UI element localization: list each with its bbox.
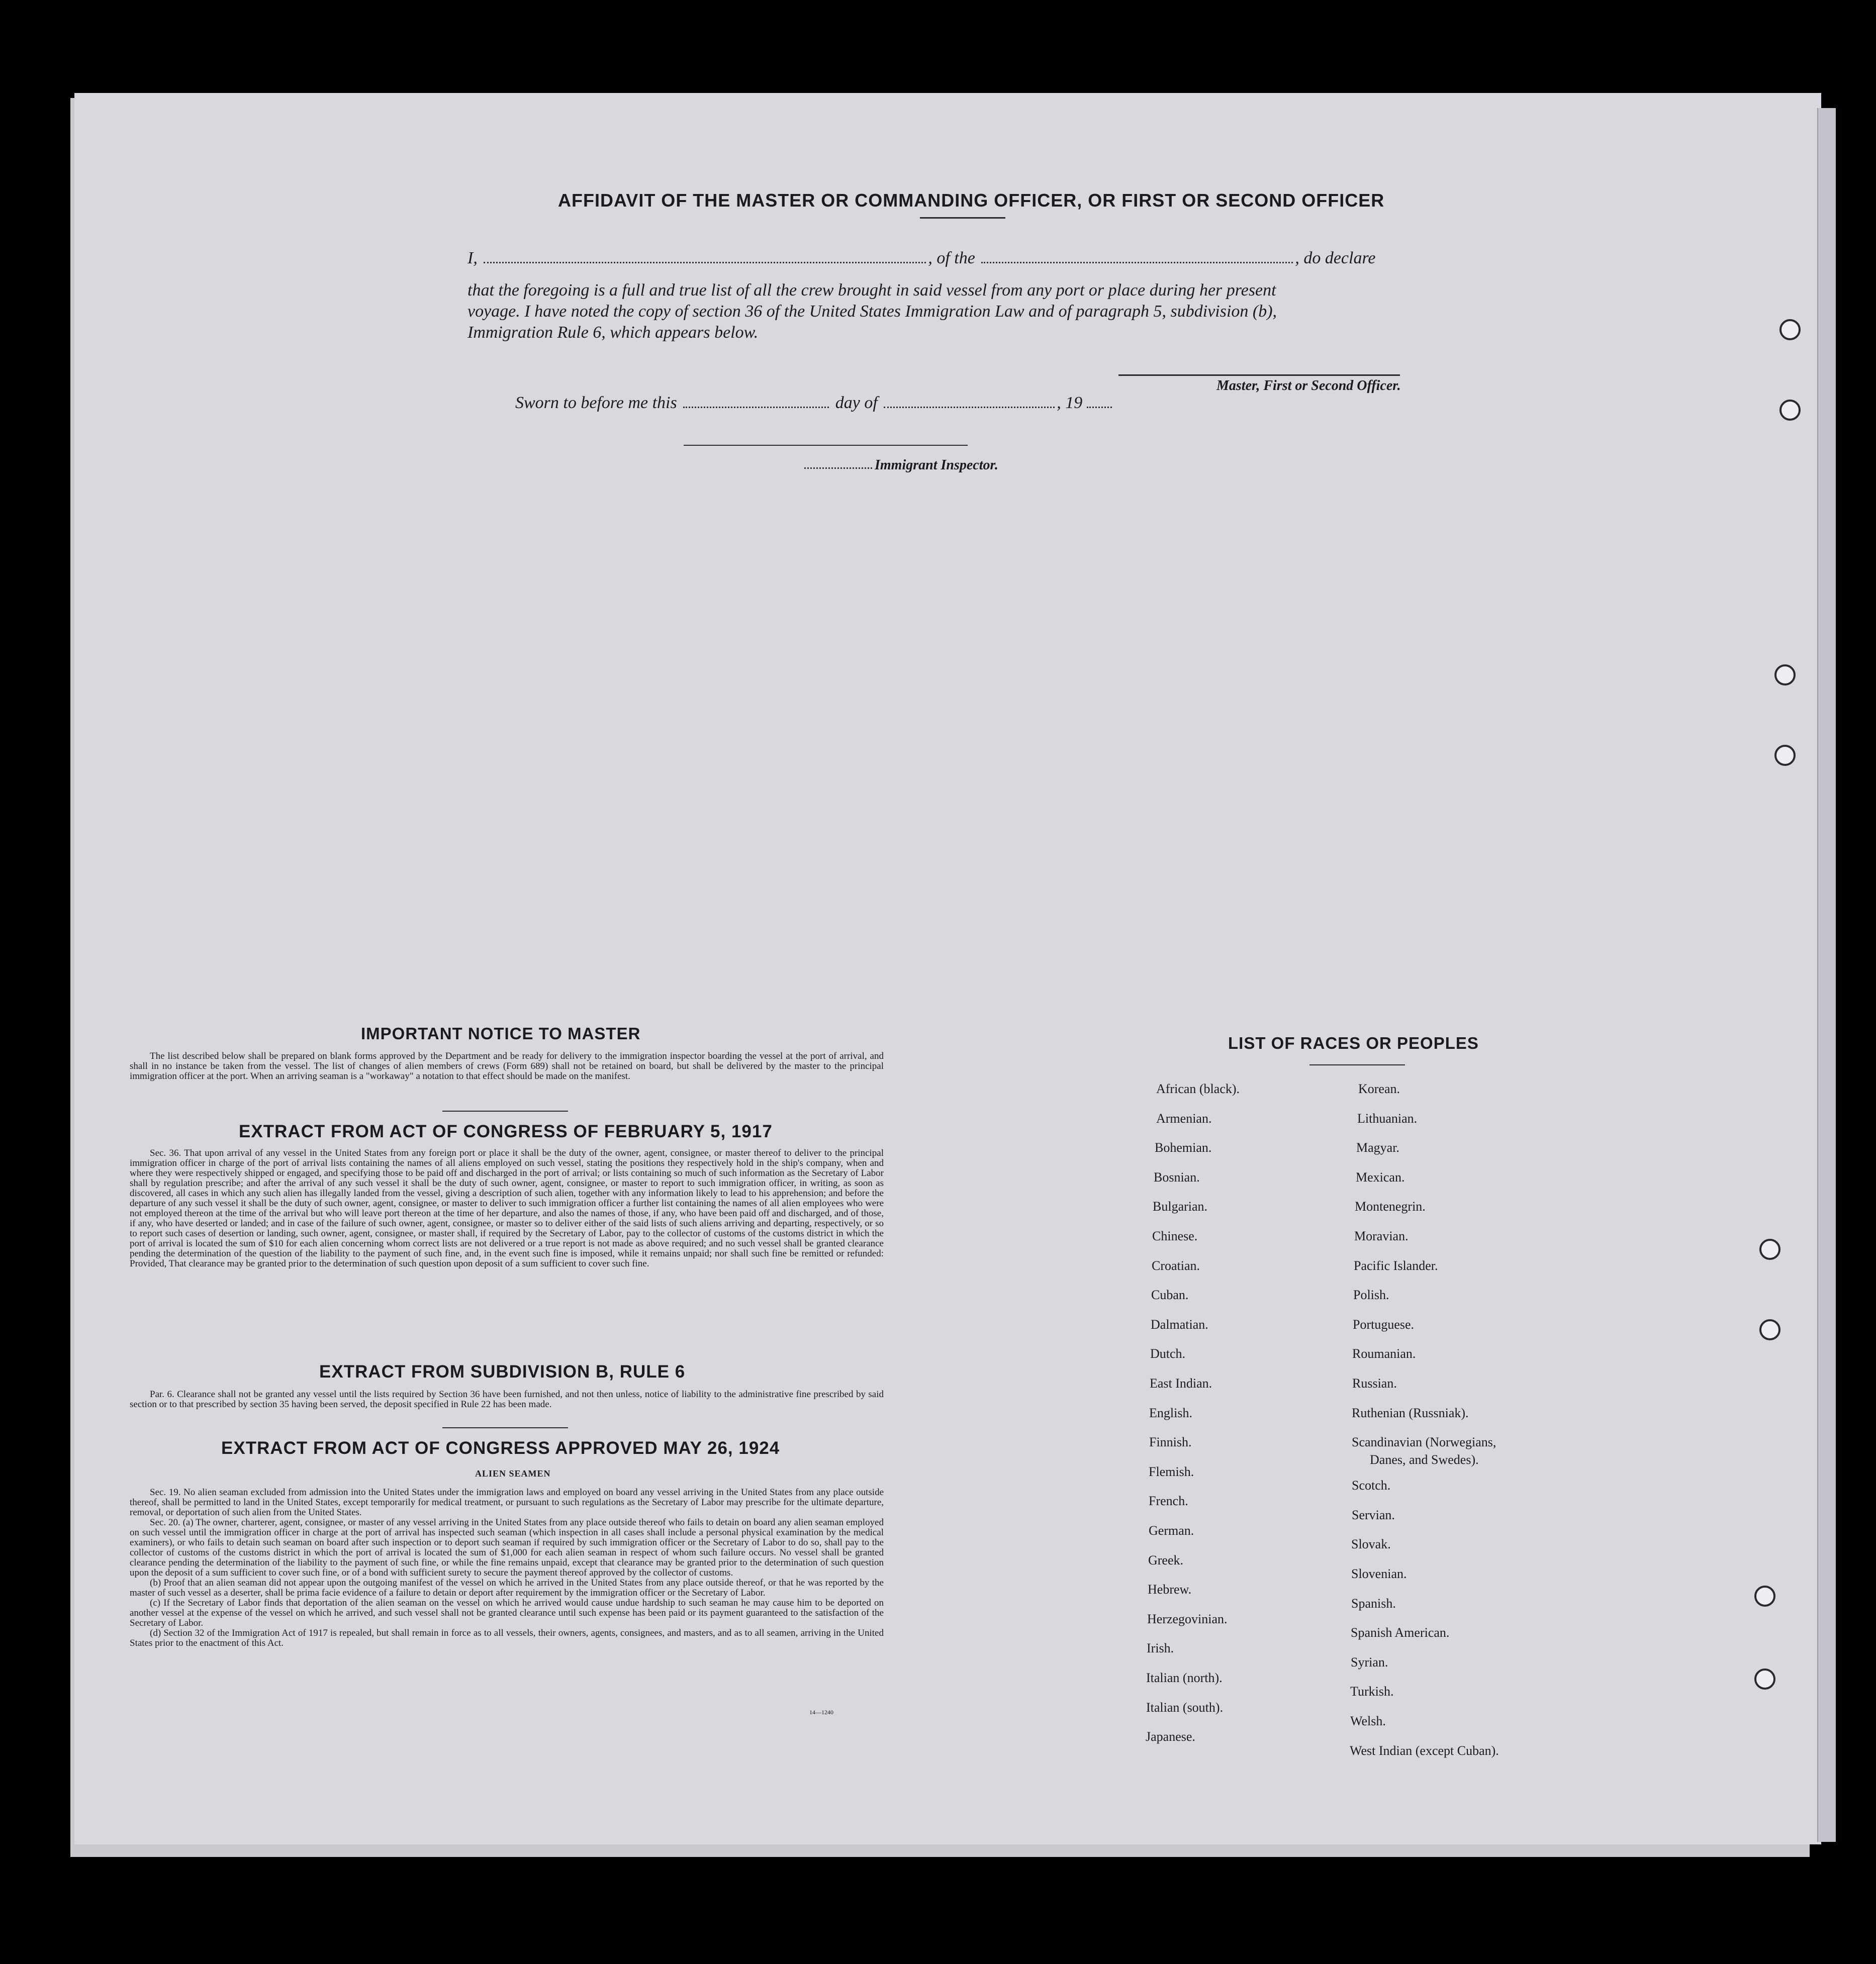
form-number: 14—1240 bbox=[809, 1709, 833, 1716]
race-item: Syrian. bbox=[1351, 1654, 1388, 1670]
vessel-field[interactable] bbox=[981, 262, 1293, 263]
race-item: German. bbox=[1149, 1523, 1194, 1538]
binder-hole-icon bbox=[1779, 319, 1801, 340]
affidavit-title: AFFIDAVIT OF THE MASTER OR COMMANDING OFFICER, OR FIRST OR SECOND OFFICER bbox=[558, 190, 1385, 211]
races-title: LIST OF RACES OR PEOPLES bbox=[1228, 1034, 1479, 1052]
race-item: West Indian (except Cuban). bbox=[1350, 1743, 1499, 1758]
race-item: Scandinavian (Norwegians, bbox=[1352, 1435, 1496, 1450]
race-item: Italian (north). bbox=[1146, 1671, 1223, 1685]
extract-1924-text bbox=[130, 1488, 884, 1648]
extract-1924-paragraph: (b) Proof that an alien seaman did not appear upon the outgoing manifest of the vessel on which he arrived in the United States from any place outside thereof, or that he was reported by the master of such vessel as a deserter, shall be prima facie evidence of a failure to detain or deport after requirement by the immigration officer or the Secretary of Labor. bbox=[130, 1578, 884, 1598]
race-item: Slovenian. bbox=[1351, 1566, 1407, 1581]
race-item: Croatian. bbox=[1152, 1258, 1200, 1273]
race-item: Greek. bbox=[1148, 1552, 1184, 1567]
extract-1924-title: EXTRACT FROM ACT OF CONGRESS APPROVED MAY 26, 1924 bbox=[221, 1438, 780, 1458]
extract-1924-paragraph: Sec. 20. (a) The owner, charterer, agent, consignee, or master of any vessel arriving in the United States from any place outside thereof who fails to detain on board any alien seaman employed on such vessel until the immigration officer in charge at the port of arrival has inspected such seaman (which inspection in all cases shall include a personal physical examination by the medical examiners), or who fails to detain such seaman on board after such inspection or to deport such seaman if required by such immigration officer or the Secretary of Labor to do so, shall pay to the collector of customs of the customs district in which the port of arrival is located the sum of $1,000 for each alien seaman in respect of whom such failure occurs. No vessel shall be granted clearance pending the determination of the liability to the payment of such fine, or while the fine remains unpaid, except that clearance may be granted prior to the determination of such question upon the deposit of a sum sufficient to cover such fine, or of a bond with sufficient surety to secure the payment thereof approved by the collector of customs. bbox=[130, 1517, 884, 1578]
month-field[interactable] bbox=[884, 407, 1055, 408]
divider bbox=[1309, 1064, 1405, 1065]
extract-1924-paragraph: Sec. 19. No alien seaman excluded from admission into the United States under the immigration laws and employed on board any vessel arriving in the United States from any place outside thereof, shall be permitted to land in the United States, except temporarily for medical treatment, or pursuant to such regulations as the Secretary of Labor may prescribe for the ultimate departure, removal, or deportation of such alien from the United States. bbox=[130, 1487, 884, 1518]
inspector-label: Immigrant Inspector. bbox=[875, 457, 998, 473]
affidavit-body-line: voyage. I have noted the copy of section 36 of the United States Immigration Law and of paragraph 5, subdivision (b), bbox=[467, 302, 1277, 321]
race-item: Chinese. bbox=[1152, 1229, 1198, 1243]
race-item: Japanese. bbox=[1146, 1729, 1195, 1744]
race-item: Slovak. bbox=[1351, 1537, 1391, 1552]
divider bbox=[442, 1427, 568, 1428]
notice-text bbox=[130, 1051, 884, 1082]
name-field[interactable] bbox=[484, 262, 926, 263]
race-item: Korean. bbox=[1358, 1082, 1400, 1096]
race-item: Bosnian. bbox=[1154, 1169, 1200, 1185]
race-item: Dutch. bbox=[1150, 1346, 1186, 1361]
of-the-label: , of the bbox=[928, 249, 975, 267]
race-item: Dalmatian. bbox=[1151, 1317, 1208, 1332]
divider bbox=[442, 1111, 568, 1112]
day-of-label: day of bbox=[835, 394, 878, 412]
race-item: Russian. bbox=[1352, 1376, 1397, 1391]
extract-1924-paragraph: (d) Section 32 of the Immigration Act of 1917 is repealed, but shall remain in force as to all vessels, their owners, agents, consignees, and masters, and as to all seamen, arriving in the United States prior to the enactment of this Act. bbox=[130, 1628, 884, 1648]
year-label: , 19 bbox=[1057, 394, 1083, 412]
race-item: Bulgarian. bbox=[1153, 1199, 1208, 1214]
race-item: Servian. bbox=[1352, 1507, 1395, 1522]
extract-1917-paragraph: Sec. 36. That upon arrival of any vessel in the United States from any foreign port or place it shall be the duty of the owner, agent, consignee, or master thereof to deliver to the principal immigration officer in charge of the port of arrival lists containing the names of all aliens employed on such vessel, stating the positions they respectively hold in the ship's company, when and where they were respectively shipped or engaged, and specifying those to be paid off and discharged in the port of arrival; or lists containing so much of such information as the Secretary of Labor shall by regulation prescribe; and after the arrival of any such vessel it shall be the duty of such owner, agent, consignee, or master to report to such immigration officer, in writing, as soon as discovered, all cases in which any such alien has illegally landed from the vessel, giving a description of such alien, together with any information likely to lead to his apprehension; and before the departure of any such vessel it shall be the duty of such owner, agent, consignee, or master to deliver to such immigration officer a further list containing the names of all alien employees who were not employed thereon at the time of the arrival but who will leave port thereon at the time of her departure, and also the names of those, if any, who have been paid off and discharged, and of those, if any, who have deserted or landed; and in case of the failure of such owner, agent, consignee, or master so to deliver either of the said lists of such aliens arriving and departing, respectively, or so to report such cases of desertion or landing, such owner, agent, consignee, or master shall, if required by the Secretary of Labor, pay to the collector of customs of the customs district in which the port of arrival is located the sum of $10 for each alien concerning whom correct lists are not delivered or a true report is not made as above required; and no such vessel shall be granted clearance pending the determination of the question of the liability to the payment of such fine, and, in the event such fine is imposed, while it remains unpaid; nor shall such fine be remitted or refunded: Provided, That clearance may be granted prior to the determination of such question upon deposit of a sum sufficient to cover such fine. bbox=[130, 1148, 884, 1269]
race-item: Lithuanian. bbox=[1357, 1111, 1418, 1126]
affidavit-first-line bbox=[467, 247, 1376, 269]
inspector-dots bbox=[804, 467, 872, 469]
title-divider bbox=[920, 217, 1005, 219]
race-item: Irish. bbox=[1147, 1641, 1174, 1656]
day-field[interactable] bbox=[683, 407, 829, 408]
affidavit-body-line: that the foregoing is a full and true list of all the crew brought in said vessel from any port or place during her present bbox=[467, 281, 1276, 300]
race-item: Magyar. bbox=[1356, 1140, 1399, 1155]
race-item: Roumanian. bbox=[1352, 1346, 1416, 1361]
notice-paragraph: The list described below shall be prepared on blank forms approved by the Department and be ready for delivery to the immigration inspector boarding the vessel at the port of arrival, and shall in no instance be taken from the vessel. The list of changes of alien members of crews (Form 689) shall not be retained on board, but shall be delivered by the master to the principal immigration officer at the port. When an arriving seaman is a "workaway" a notation to that effect should be made on the manifest. bbox=[130, 1051, 884, 1082]
race-item: Moravian. bbox=[1354, 1229, 1409, 1243]
master-signature-label: Master, First or Second Officer. bbox=[1216, 378, 1401, 394]
race-item: Herzegovinian. bbox=[1147, 1611, 1228, 1626]
race-item: Montenegrin. bbox=[1355, 1199, 1426, 1214]
alien-seamen-subtitle: ALIEN SEAMEN bbox=[475, 1468, 551, 1479]
race-item: Bohemian. bbox=[1155, 1140, 1212, 1155]
race-item: East Indian. bbox=[1150, 1376, 1212, 1391]
race-item: Armenian. bbox=[1156, 1111, 1212, 1126]
master-signature-line[interactable] bbox=[1118, 374, 1400, 376]
race-item: Hebrew. bbox=[1148, 1582, 1192, 1597]
race-item: Mexican. bbox=[1356, 1169, 1405, 1185]
notice-title: IMPORTANT NOTICE TO MASTER bbox=[361, 1024, 641, 1043]
race-item: African (black). bbox=[1156, 1082, 1240, 1096]
race-item: Flemish. bbox=[1149, 1464, 1194, 1479]
race-item-continuation: Danes, and Swedes). bbox=[1370, 1452, 1479, 1467]
sworn-label: Sworn to before me this bbox=[515, 394, 677, 412]
race-item: Scotch. bbox=[1352, 1478, 1391, 1493]
year-field[interactable] bbox=[1087, 407, 1112, 408]
extract-rule6-paragraph: Par. 6. Clearance shall not be granted any vessel until the lists required by Section 36 have been furnished, and not then unless, notice of liability to the administrative fine prescribed by said section or to that prescribed by section 35 having been served, the deposit specified in Rule 22 has been made. bbox=[130, 1389, 884, 1410]
binder-edge bbox=[1817, 108, 1836, 1842]
race-item: Polish. bbox=[1353, 1288, 1389, 1303]
extract-1917-text bbox=[130, 1148, 884, 1269]
binder-hole-icon bbox=[1759, 1239, 1780, 1260]
binder-hole-icon bbox=[1759, 1319, 1780, 1340]
race-item: Ruthenian (Russniak). bbox=[1352, 1405, 1469, 1420]
race-item: Turkish. bbox=[1350, 1684, 1394, 1699]
do-declare-label: , do declare bbox=[1295, 249, 1376, 267]
extract-rule6-text bbox=[130, 1390, 884, 1410]
extract-1917-title: EXTRACT FROM ACT OF CONGRESS OF FEBRUARY 5, 1917 bbox=[239, 1122, 773, 1141]
binder-hole-icon bbox=[1774, 664, 1796, 685]
extract-1924-paragraph: (c) If the Secretary of Labor finds that deportation of the alien seaman on the vessel on which he arrived would cause undue hardship to such seaman he may cause him to be deported on another vessel at the expense of the vessel on which he arrived, and such vessel shall not be granted clearance until such expense has been paid or its payment guaranteed to the satisfaction of the Secretary of Labor. bbox=[130, 1598, 884, 1628]
race-item: Spanish American. bbox=[1351, 1625, 1450, 1640]
race-item: French. bbox=[1149, 1494, 1188, 1509]
i-label: I, bbox=[467, 249, 478, 267]
race-item: Welsh. bbox=[1350, 1714, 1386, 1728]
race-item: Finnish. bbox=[1149, 1435, 1192, 1450]
affidavit-body-line: Immigration Rule 6, which appears below. bbox=[467, 323, 759, 342]
binder-hole-icon bbox=[1774, 745, 1796, 766]
race-item: Italian (south). bbox=[1146, 1700, 1224, 1715]
sworn-line bbox=[515, 392, 1112, 414]
extract-rule6-title: EXTRACT FROM SUBDIVISION B, RULE 6 bbox=[319, 1362, 686, 1382]
race-item: Portuguese. bbox=[1353, 1317, 1415, 1332]
race-item: English. bbox=[1149, 1405, 1192, 1420]
inspector-signature-line[interactable] bbox=[684, 445, 968, 446]
race-item: Pacific Islander. bbox=[1354, 1258, 1438, 1273]
race-item: Cuban. bbox=[1151, 1288, 1189, 1303]
binder-hole-icon bbox=[1754, 1586, 1775, 1607]
binder-hole-icon bbox=[1754, 1668, 1775, 1690]
binder-hole-icon bbox=[1779, 400, 1801, 421]
race-item: Spanish. bbox=[1351, 1596, 1396, 1611]
